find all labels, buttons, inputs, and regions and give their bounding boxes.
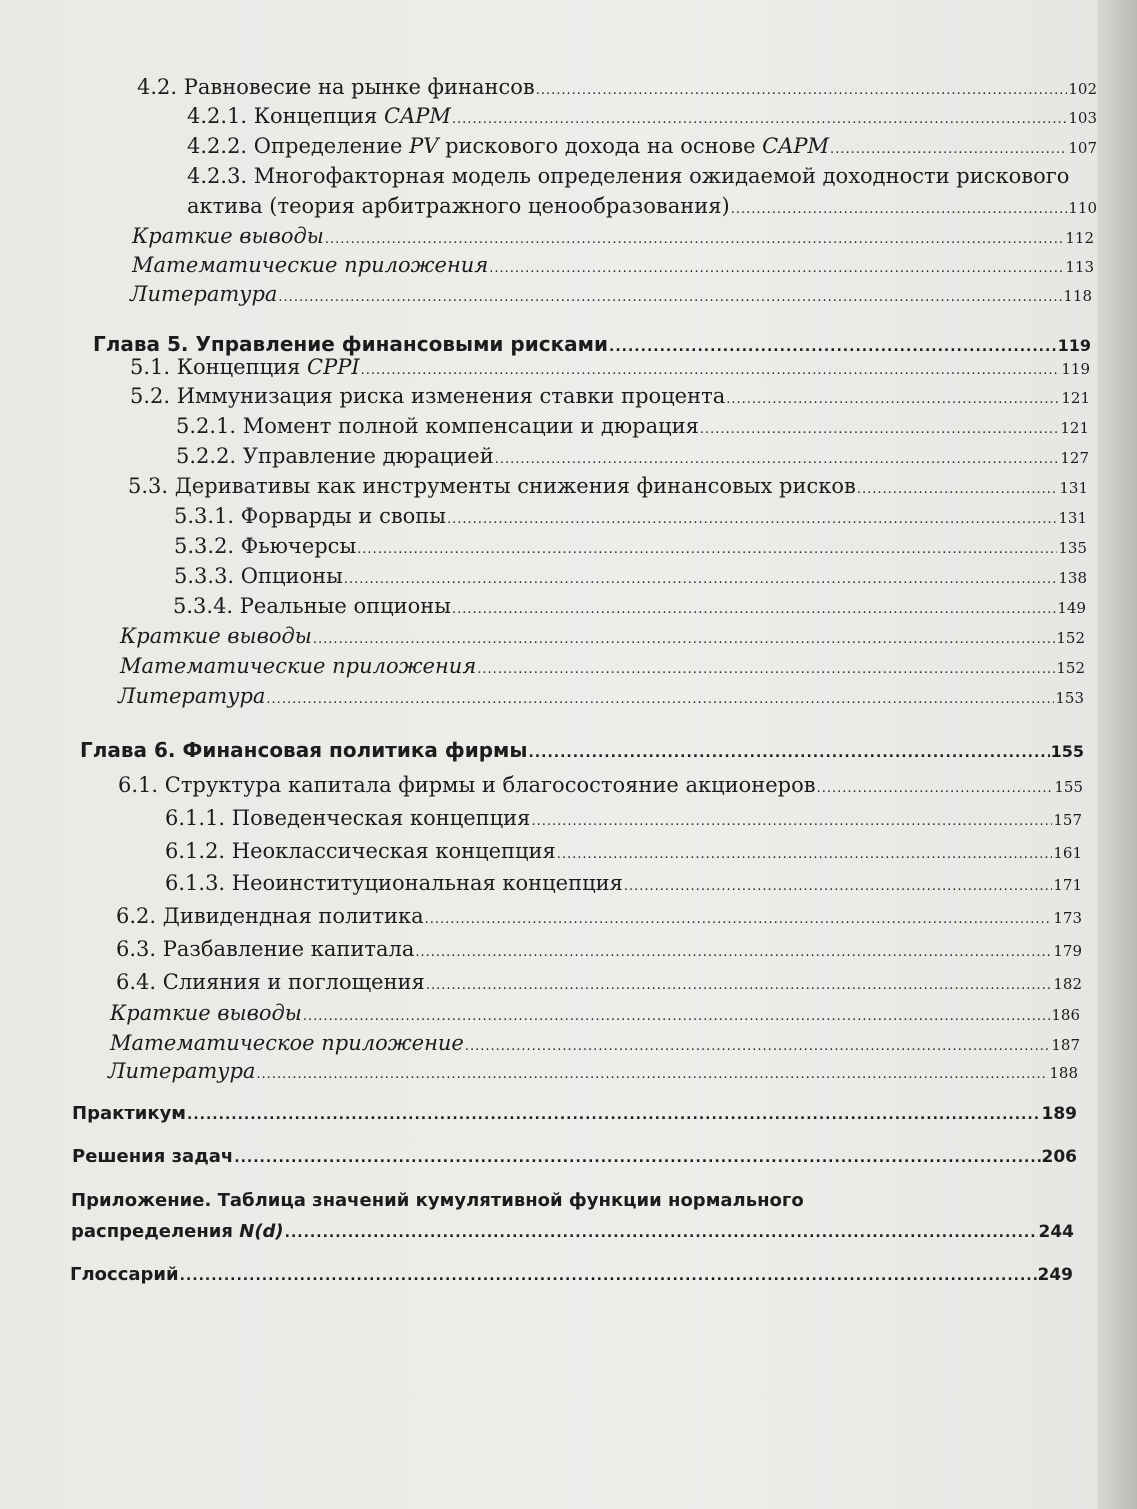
toc-entry: Математическое приложение ..... 187 (110, 1030, 1080, 1060)
toc-section: Практикум ..... 189 (72, 1101, 1077, 1128)
toc-entry: 4.2.2. Определение PV рискового дохода на основе CAPM ..... 107 (187, 133, 1097, 163)
toc-section: Решения задач ..... 206 (72, 1144, 1077, 1171)
toc-entry: 6.1.2. Неоклассическая концепция ..... 161 (165, 838, 1082, 868)
toc-section: распределения N(d) ..... 244 (71, 1219, 1074, 1246)
toc-entry: 5.3.2. Фьючерсы ..... 135 (174, 533, 1087, 563)
toc-chapter: Глава 6. Финансовая политика фирмы ..... 155 (80, 737, 1084, 766)
toc-entry: Краткие выводы ..... 152 (120, 623, 1085, 653)
toc-entry: Литература ..... 118 (130, 281, 1092, 311)
toc-entry: 5.3. Деривативы как инструменты снижения финансовых рисков ..... 131 (128, 473, 1088, 503)
page-number: 157 (1053, 811, 1082, 829)
page-number: 186 (1051, 1006, 1080, 1024)
page-number: 187 (1051, 1036, 1080, 1054)
page-number: 155 (1050, 742, 1084, 761)
page-number: 135 (1058, 539, 1087, 557)
toc-entry: 6.1.3. Неоинституциональная концепция ..... 171 (165, 870, 1082, 900)
page-number: 127 (1060, 449, 1089, 467)
page-number: 131 (1059, 479, 1088, 497)
toc-entry: Математические приложения ..... 152 (120, 653, 1085, 683)
page-number: 131 (1058, 509, 1087, 527)
page-number: 152 (1056, 659, 1085, 677)
page-number: 206 (1041, 1147, 1077, 1167)
page-number: 102 (1068, 80, 1097, 98)
toc-entry: Краткие выводы ..... 186 (110, 1000, 1080, 1030)
toc-entry: 5.2.1. Момент полной компенсации и дюрация ..... 121 (176, 413, 1089, 443)
page-number: 138 (1058, 569, 1087, 587)
page-number: 182 (1053, 975, 1082, 993)
page-number: 152 (1056, 629, 1085, 647)
page-number: 121 (1061, 389, 1090, 407)
page-number: 107 (1068, 139, 1097, 157)
toc-entry: 4.2.1. Концепция CAPM ..... 103 (187, 103, 1097, 133)
toc-entry: Математические приложения ..... 113 (132, 252, 1094, 282)
page-number: 121 (1060, 419, 1089, 437)
toc-section-line1: Приложение. Таблица значений кумулятивной функции нормального (71, 1190, 804, 1211)
toc-section: Глоссарий ..... 249 (70, 1262, 1073, 1289)
toc-entry: 6.1. Структура капитала фирмы и благосостояние акционеров ..... 155 (118, 772, 1083, 802)
page-number: 149 (1057, 599, 1086, 617)
toc-entry: 6.4. Слияния и поглощения ..... 182 (116, 969, 1082, 999)
toc-entry: 5.2.2. Управление дюрацией ..... 127 (176, 443, 1089, 473)
page-number: 249 (1037, 1265, 1073, 1285)
page-number: 118 (1063, 287, 1092, 305)
page-number: 112 (1065, 229, 1094, 247)
toc-entry: 6.2. Дивидендная политика ..... 173 (116, 903, 1082, 933)
page-number: 153 (1055, 689, 1084, 707)
toc-entry: Краткие выводы ..... 112 (132, 223, 1094, 253)
toc-entry: 5.2. Иммунизация риска изменения ставки процента ..... 121 (130, 383, 1090, 413)
page-number: 244 (1038, 1222, 1074, 1242)
page-number: 189 (1041, 1104, 1077, 1124)
page-number: 173 (1053, 909, 1082, 927)
toc-entry-line1: 4.2.3. Многофакторная модель определения ожидаемой доходности рискового (187, 164, 1070, 188)
page-number: 161 (1053, 844, 1082, 862)
toc-entry: 5.1. Концепция CPPI ..... 119 (130, 354, 1090, 384)
page-number: 171 (1053, 876, 1082, 894)
page-number: 119 (1061, 360, 1090, 378)
toc-entry: 4.2. Равновесие на рынке финансов ..... 102 (137, 74, 1097, 104)
toc-entry: Литература ..... 153 (118, 683, 1084, 713)
page-number: 103 (1068, 109, 1097, 127)
toc-entry: 6.3. Разбавление капитала ..... 179 (116, 936, 1082, 966)
page-number: 110 (1068, 199, 1097, 217)
toc-entry: 5.3.1. Форварды и свопы ..... 131 (174, 503, 1087, 533)
toc-entry: актива (теория арбитражного ценообразования) ..... 110 (187, 193, 1097, 223)
page-number: 179 (1053, 942, 1082, 960)
toc-chapter: Глава 5. Управление финансовыми рисками ..... 119 (93, 331, 1091, 360)
toc-entry: 5.3.4. Реальные опционы ..... 149 (173, 593, 1086, 623)
toc-entry: 6.1.1. Поведенческая концепция ..... 157 (165, 805, 1082, 835)
page-number: 188 (1049, 1064, 1078, 1082)
page-number: 113 (1065, 258, 1094, 276)
toc-entry: Литература ..... 188 (108, 1058, 1078, 1088)
page-number: 155 (1054, 778, 1083, 796)
page-number: 119 (1057, 336, 1091, 355)
toc-entry: 5.3.3. Опционы ..... 138 (174, 563, 1087, 593)
